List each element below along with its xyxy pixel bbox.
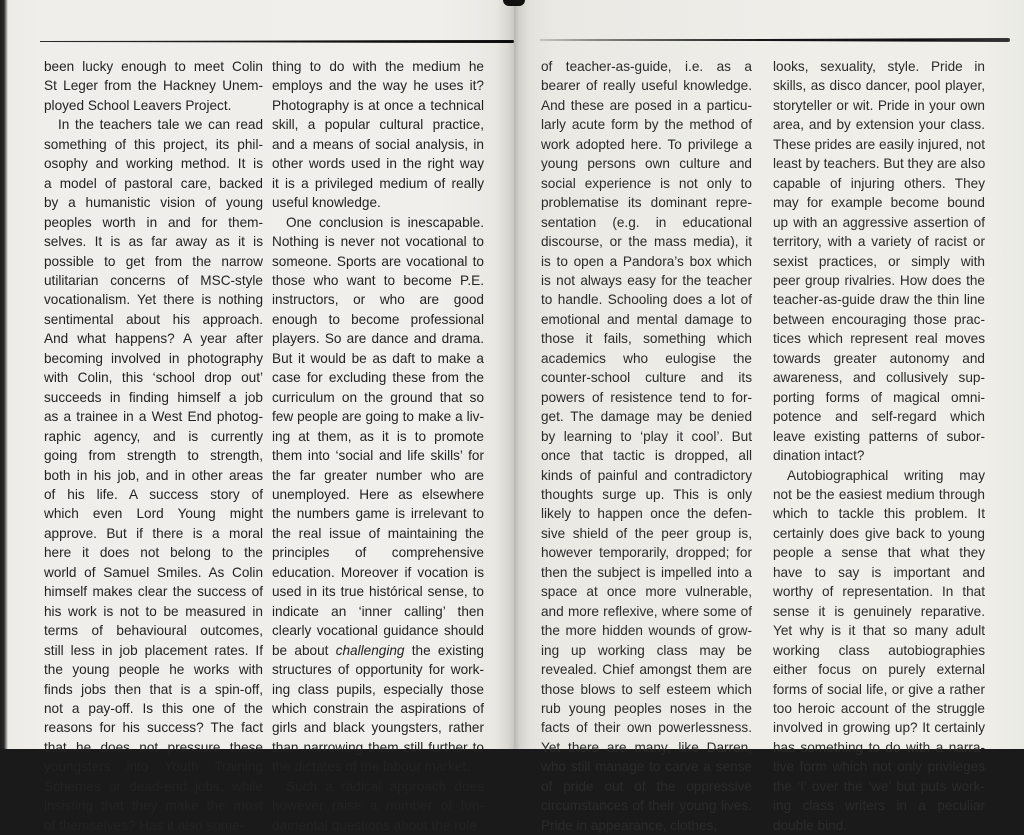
text-line: principles of comprehensive xyxy=(272,545,484,561)
text-line: that he does not pressure these xyxy=(44,739,263,755)
text-line: becoming involved in photography xyxy=(44,350,263,366)
text-line: is not always easy for the teacher xyxy=(541,272,752,288)
text-line: thoughts surge up. This is only xyxy=(541,486,752,502)
text-line: awareness, and collusively sup- xyxy=(773,370,985,386)
text-line: have to say is important and xyxy=(773,564,985,580)
text-line: here it does not belong to the xyxy=(44,545,263,561)
text-line: the dictates of the labour market. xyxy=(272,759,470,775)
text-line: academics who eulogise the xyxy=(541,350,752,366)
right-page-column-2 xyxy=(773,57,985,835)
text-line: peer group rivalries. How does the xyxy=(773,272,985,288)
paragraph xyxy=(272,57,484,213)
text-line: ployed School Leavers Project. xyxy=(44,97,232,113)
text-line: however raise a number of fun- xyxy=(272,798,484,814)
text-line: least by teachers. But they are also xyxy=(773,156,986,172)
text-line: with Colin, this ‘school drop out’ xyxy=(44,370,263,386)
text-line: tices which represent real moves xyxy=(773,331,985,347)
paragraph xyxy=(541,57,752,835)
text-line: ing at them, as it is to promote xyxy=(272,428,484,444)
text-line: certainly does give back to young xyxy=(773,525,985,541)
text-line: work adopted here. To privilege a xyxy=(541,136,752,152)
paragraph xyxy=(272,213,484,777)
text-line: potence and self-regard which xyxy=(773,409,985,425)
text-line: other words used in the right way xyxy=(272,156,484,172)
text-line: powers of resistence tend to for- xyxy=(541,389,752,405)
text-line: of themselves? Has it also some- xyxy=(44,817,245,833)
text-line: thing to do with the medium he xyxy=(272,59,484,74)
text-line: In the teachers tale we can read xyxy=(58,117,263,133)
text-line: capable of injuring others. They xyxy=(773,175,985,191)
text-line: himself makes clear the success of xyxy=(44,584,263,600)
text-line: selves. It is as far away as it is xyxy=(44,234,263,250)
text-line: sexist practices, or simply with xyxy=(773,253,985,269)
text-line: which to tackle this problem. It xyxy=(773,506,985,522)
text-line: teacher-as-guide draw the thin line xyxy=(773,292,985,308)
text-line: then the subject is impelled into a xyxy=(541,564,752,580)
text-line: territory, with a variety of racist or xyxy=(773,234,985,250)
paragraph xyxy=(44,57,263,115)
text-line: which even Lord Young might xyxy=(44,506,263,522)
text-line: emotional and mental damage to xyxy=(541,311,752,327)
text-line: enough to become professional xyxy=(272,311,484,327)
text-segment: be about xyxy=(272,642,336,658)
text-line: instructors, or who are good xyxy=(272,292,484,308)
text-line: finds jobs then that is a spin-off, xyxy=(44,681,263,697)
text-line: going from strength to strength, xyxy=(44,448,263,464)
paragraph xyxy=(773,57,985,466)
text-segment: the existing xyxy=(404,642,484,658)
text-line: may for example become bound xyxy=(773,195,985,211)
text-line: structures of opportunity for work- xyxy=(272,662,484,678)
left-page-column-2 xyxy=(272,57,484,835)
text-line: rub young peoples noses in the xyxy=(541,700,752,716)
text-line: it is a privileged medium of really xyxy=(272,175,484,191)
text-line: those who want to become P.E. xyxy=(272,272,484,288)
text-line: the young people he works with xyxy=(44,662,263,678)
text-line: leave existing patterns of subor- xyxy=(773,428,985,444)
text-line: of pride out of the oppressive xyxy=(541,778,752,794)
text-line: both in his job, and in other areas xyxy=(44,467,263,483)
text-line: which constrain the aspirations of xyxy=(272,700,484,716)
text-line: forms of social life, or give a rather xyxy=(773,681,985,697)
text-line: something of this project, its phil- xyxy=(44,136,263,152)
text-line: double bind. xyxy=(773,817,848,833)
text-line: the ‘I’ over the ‘we’ but puts work- xyxy=(773,778,985,794)
text-line: curriculum on the ground that so xyxy=(272,389,484,405)
right-page-column-1 xyxy=(541,57,752,835)
italic-text: challenging xyxy=(335,642,405,658)
text-line: utilitarian concerns of MSC-style xyxy=(44,272,263,288)
text-line: the real issue of maintaining the xyxy=(272,525,484,541)
text-line: approve. But if there is a moral xyxy=(44,525,263,541)
text-line: however temporarily, dropped; for xyxy=(541,545,752,561)
text-line: useful knowledge. xyxy=(272,195,381,211)
left-page-column-1 xyxy=(44,57,263,835)
text-line: sentation (e.g. in educational xyxy=(541,214,752,230)
text-line: young persons own culture and xyxy=(541,156,752,172)
text-line: his work is not to be measured in xyxy=(44,603,263,619)
text-line: reasons for his success? The fact xyxy=(44,720,263,736)
text-line: Yet there are many, like Darren, xyxy=(541,739,752,755)
text-line: get. The damage may be denied xyxy=(541,409,752,425)
text-line: education. Moreover if vocation is xyxy=(272,564,484,580)
text-line: succeeds in finding himself a job xyxy=(44,389,263,405)
text-line: to handle. Schooling does a lot of xyxy=(541,292,752,308)
text-line: girls and black youngsters, rather xyxy=(272,720,484,736)
text-line: used in its true histórical sense, to xyxy=(272,584,484,600)
text-line: involved in growing up? It certainly xyxy=(773,720,985,736)
text-line: still less in job placement rates. If xyxy=(44,642,263,658)
text-line: area, and by extension your class. xyxy=(773,117,985,133)
text-line: unemployed. Here as elsewhere xyxy=(272,486,484,502)
text-line: possible to get from the narrow xyxy=(44,253,263,269)
text-line: porting forms of magical omni- xyxy=(773,389,985,405)
text-line: Pride in appearance, clothes, xyxy=(541,817,718,833)
text-line: too heroic account of the struggle xyxy=(773,700,985,716)
paragraph xyxy=(44,115,263,835)
text-line: those it fails, something which xyxy=(541,331,752,347)
paragraph xyxy=(272,777,484,835)
text-line: Schemes or dead-end jobs, while xyxy=(44,778,263,794)
text-line: St Leger from the Hackney Unem- xyxy=(44,78,263,94)
text-line: those blows to self esteem which xyxy=(541,681,752,697)
text-line: has something to do with a narra- xyxy=(773,739,985,755)
text-line: been lucky enough to meet Colin xyxy=(44,59,263,74)
text-line: up with an aggressive assertion of xyxy=(773,214,985,230)
text-line: skills, as disco dancer, pool player, xyxy=(773,78,985,94)
text-line: players. So are dance and drama. xyxy=(272,331,484,347)
text-line: people a sense that what they xyxy=(773,545,985,561)
text-line: and a means of social analysis, in xyxy=(272,136,484,152)
text-line: and more reflexive, where some of xyxy=(541,603,752,619)
text-line: space at once more vulnerable, xyxy=(541,584,752,600)
text-line: the far greater number who are xyxy=(272,467,484,483)
text-line: One conclusion is inescapable. xyxy=(286,214,484,230)
text-line: And what happens? A year after xyxy=(44,331,263,347)
text-line: case for excluding these from the xyxy=(272,370,484,386)
text-line: world of Samuel Smiles. As Colin xyxy=(44,564,263,580)
text-line: ing class writers in a peculiar xyxy=(773,798,985,814)
text-line: sense it is genuinely reparative. xyxy=(773,603,985,619)
text-line: employs and the way he uses it? xyxy=(272,78,484,94)
text-line: of teacher-as-guide, i.e. as a xyxy=(541,59,752,74)
text-line: revealed. Chief amongst them are xyxy=(541,662,752,678)
text-line: Nothing is never not vocational to xyxy=(272,234,484,250)
text-line: sentimental about his approach. xyxy=(44,311,263,327)
text-line: osophy and working method. It is xyxy=(44,156,263,172)
text-line: But it would be as daft to make a xyxy=(272,350,484,366)
text-line: working class autobiographies xyxy=(773,642,985,658)
text-line: who still manage to carve a sense xyxy=(541,759,752,775)
text-line: These prides are easily injured, not xyxy=(773,136,985,152)
text-line: is to open a Pandora’s box which xyxy=(541,253,752,269)
text-line: ing up working class may be xyxy=(541,642,752,658)
binding-clip xyxy=(503,0,525,6)
text-line: not a pay-off. Is this one of the xyxy=(44,700,263,716)
text-line: youngsters into Youth Training xyxy=(44,759,263,775)
text-line: storyteller or wit. Pride in your own xyxy=(773,97,985,113)
text-line: peoples worth in and for them- xyxy=(44,214,263,230)
text-line: And these are posed in a particu- xyxy=(541,97,752,113)
text-line: between encouraging those prac- xyxy=(773,311,985,327)
text-line: Such a radical approach does xyxy=(286,778,484,794)
text-line: worthy of representation. In that xyxy=(773,584,985,600)
text-line: by learning to ‘play it cool’. But xyxy=(541,428,752,444)
text-line: of his life. A success story of xyxy=(44,486,263,502)
text-line: clearly vocational guidance should xyxy=(272,623,484,639)
text-line: social experience is not only to xyxy=(541,175,752,191)
text-line: once that tactic is dropped, all xyxy=(541,448,752,464)
text-line: facts of their own powerlessness. xyxy=(541,720,752,736)
text-line: dination intact? xyxy=(773,448,865,464)
text-line: skill, a popular cultural practice, xyxy=(272,117,484,133)
text-line: Autobiographical writing may xyxy=(787,467,985,483)
header-rule-left xyxy=(40,40,514,43)
text-line: discourse, or the mass media), it xyxy=(541,234,752,250)
text-line: by a humanistic vision of young xyxy=(44,195,263,211)
text-line: towards greater autonomy and xyxy=(773,350,985,366)
text-line: not be the easiest medium through xyxy=(773,486,985,502)
text-line: a model of pastoral care, backed xyxy=(44,175,263,191)
text-line: than narrowing them still further to xyxy=(272,739,484,755)
paragraph xyxy=(773,466,985,835)
text-line: kinds of painful and contradictory xyxy=(541,467,752,483)
text-line: vocationalism. Yet there is nothing xyxy=(44,292,263,308)
text-line: as a trainee in a West End photog- xyxy=(44,409,263,425)
text-line: looks, sexuality, style. Pride in xyxy=(773,59,985,74)
text-line: problematise its dominant repre- xyxy=(541,195,752,211)
text-line: the numbers game is irrelevant to xyxy=(272,506,484,522)
text-line: someone. Sports are vocational to xyxy=(272,253,484,269)
text-line: either focus on purely external xyxy=(773,662,985,678)
text-line: larly acute form by the method of xyxy=(541,117,752,133)
text-line: tive form which not only privileges xyxy=(773,759,985,775)
text-line: circumstances of their young lives. xyxy=(541,798,752,814)
text-line: counter-school culture and its xyxy=(541,370,752,386)
text-line: indicate an ‘inner calling’ then xyxy=(272,603,484,619)
text-line: sive shield of the peer group is, xyxy=(541,525,752,541)
text-line: likely to happen once the defen- xyxy=(541,506,752,522)
text-line: few people are going to make a liv- xyxy=(272,409,484,425)
text-line: terms of behavioural outcomes, xyxy=(44,623,263,639)
text-line xyxy=(272,641,484,660)
text-line: the more hidden wounds of grow- xyxy=(541,623,752,639)
text-line: Photography is at once a technical xyxy=(272,97,484,113)
text-line: bearer of really useful knowledge. xyxy=(541,78,752,94)
text-line: them into ‘social and life skills’ for xyxy=(272,448,484,464)
text-line: insisting that they make the most xyxy=(44,798,263,814)
text-line: ing class pupils, especially those xyxy=(272,681,484,697)
text-line: damental questions about the role xyxy=(272,817,477,833)
text-line: raphic agency, and is currently xyxy=(44,428,263,444)
text-line: Yet why is it that so many adult xyxy=(773,623,985,639)
